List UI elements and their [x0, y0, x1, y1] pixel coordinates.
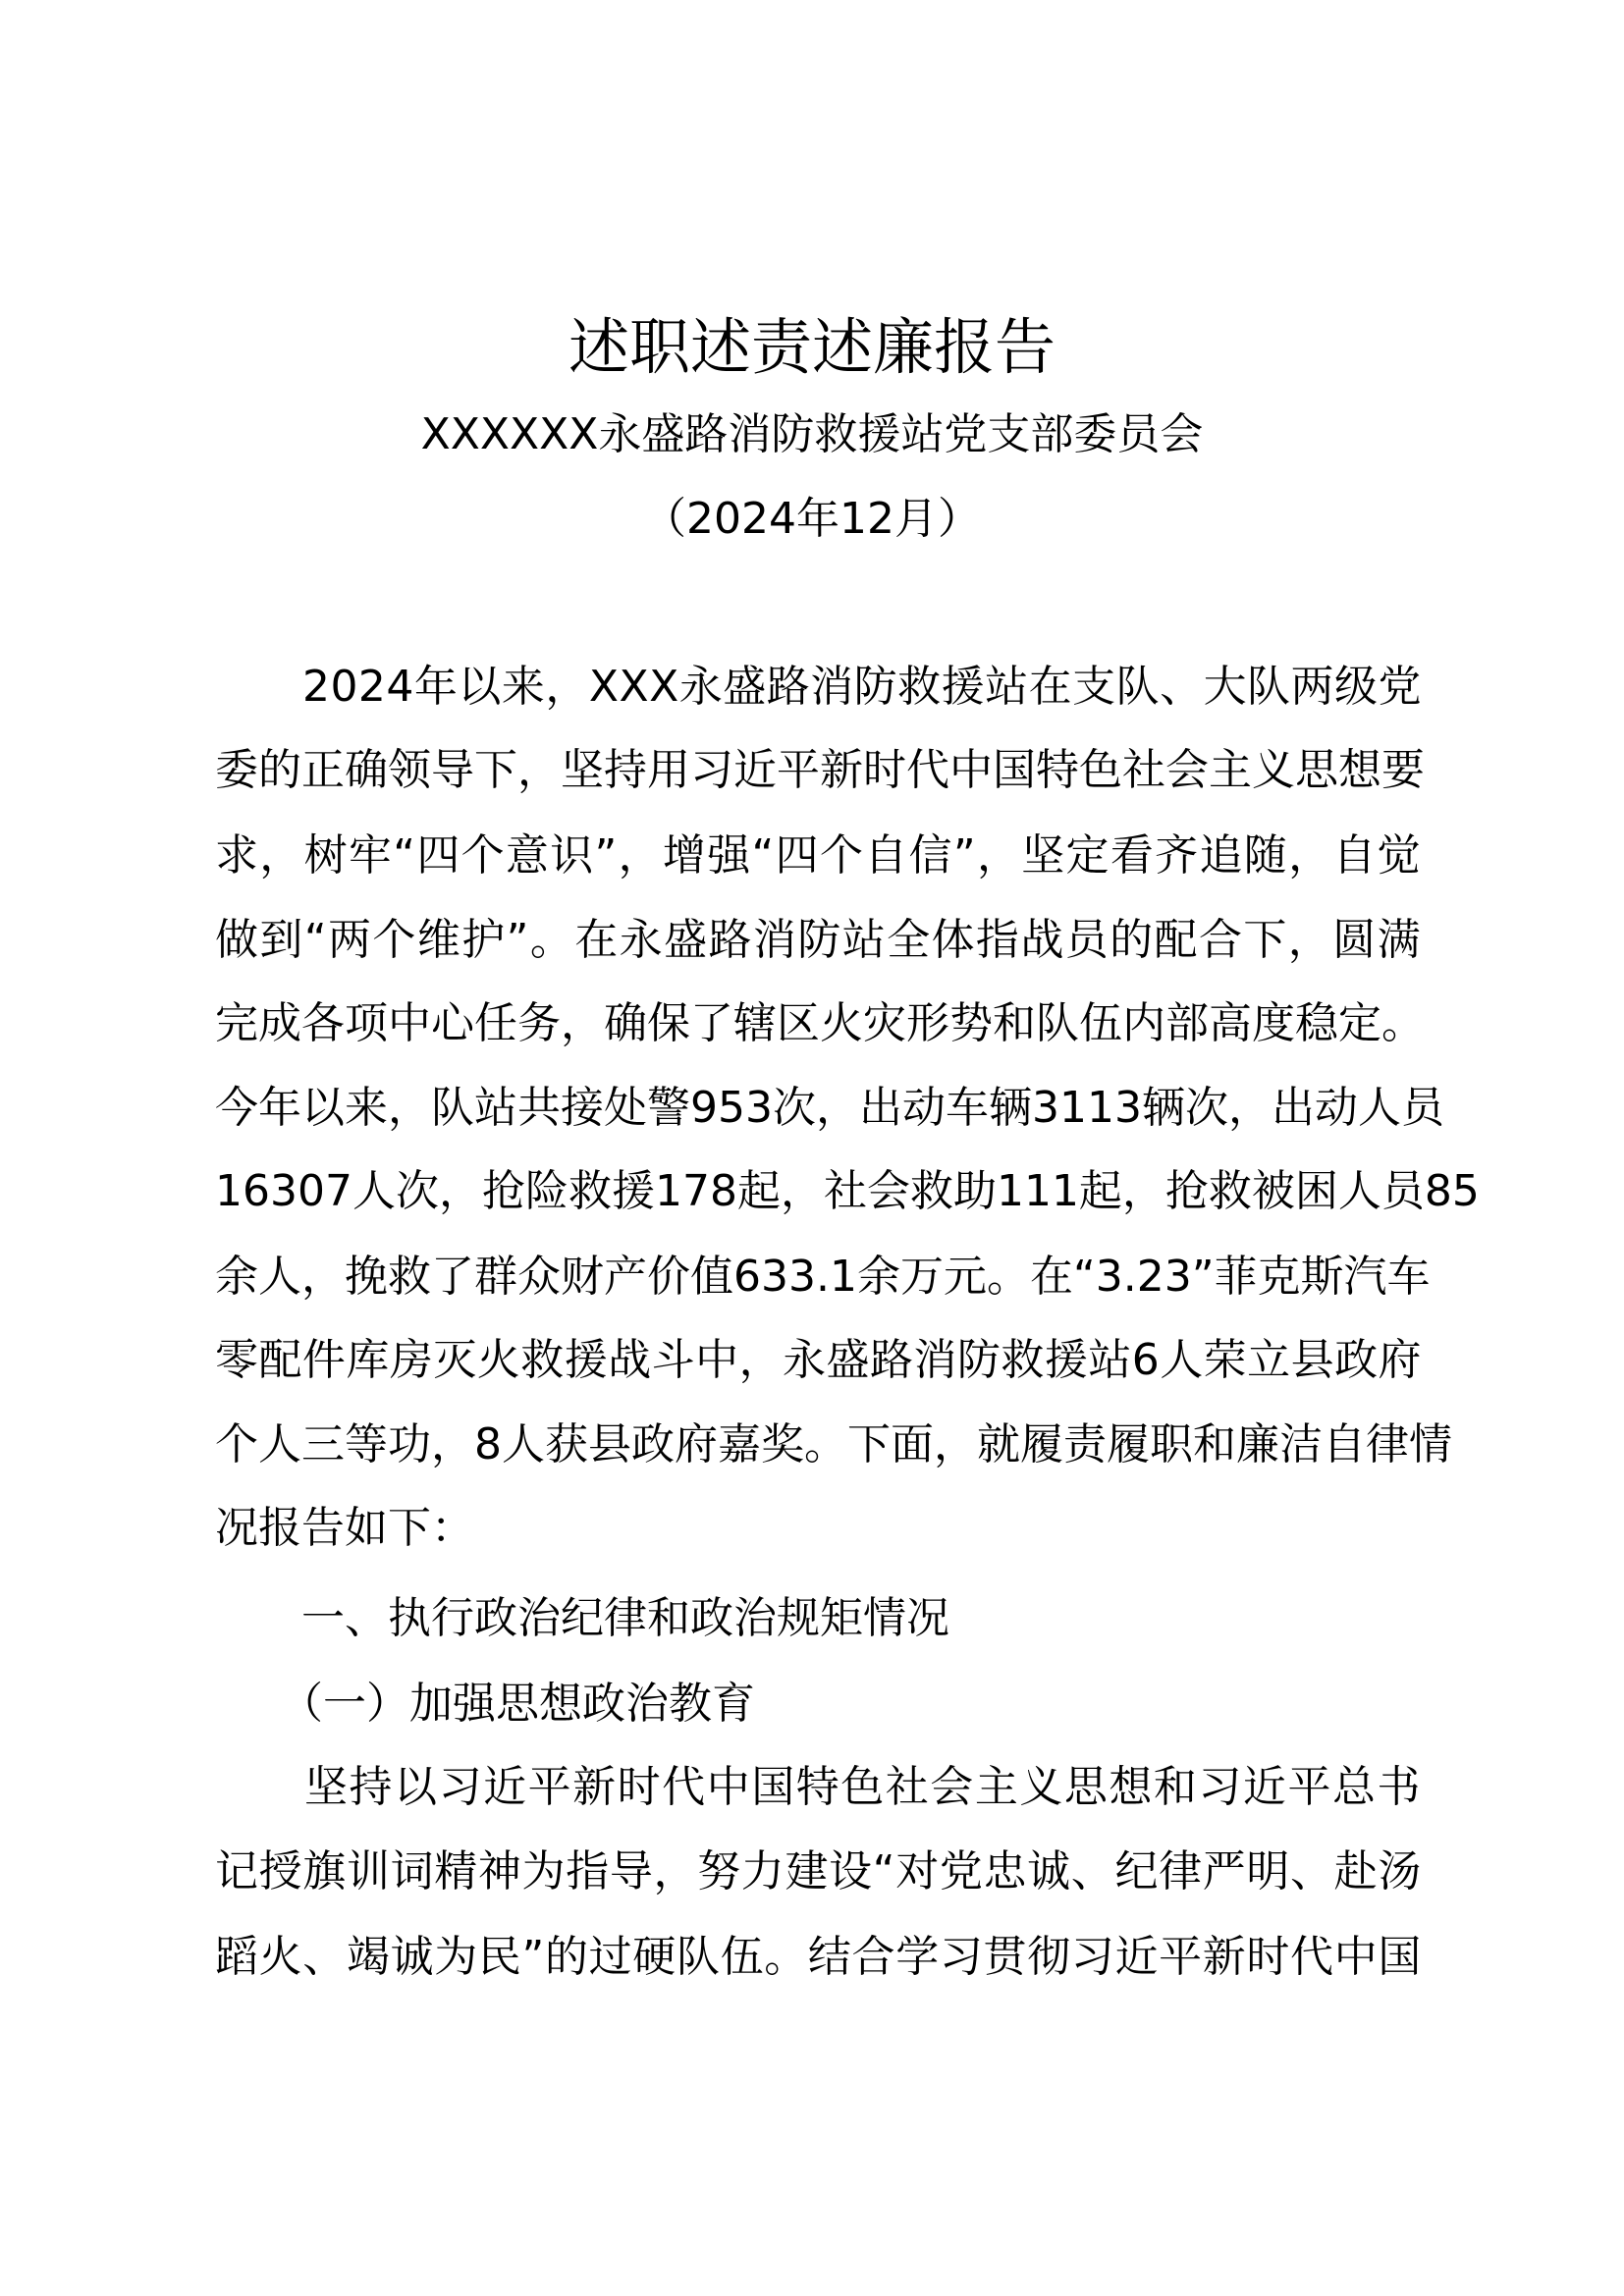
body-line: 坚持以习近平新时代中国特色社会主义思想和习近平总书 — [215, 1762, 1422, 1812]
body-line: 个人三等功，8人获县政府嘉奖。下面，就履责履职和廉洁自律情 — [215, 1419, 1452, 1469]
body-line: 况报告如下： — [215, 1503, 474, 1553]
body-line: 求，树牢“四个意识”，增强“四个自信”，坚定看齐追随，自觉 — [215, 830, 1422, 881]
body-line: 零配件库房灭火救援战斗中，永盛路消防救援站6人荣立县政府 — [215, 1335, 1422, 1385]
body-line: 委的正确领导下，坚持用习近平新时代中国特色社会主义思想要 — [215, 745, 1425, 795]
body-line: 完成各项中心任务，确保了辖区火灾形势和队伍内部高度稳定。 — [215, 998, 1425, 1048]
document-subtitle: XXXXXX永盛路消防救援站党支部委员会 — [420, 409, 1204, 459]
document-title: 述职述责述廉报告 — [568, 311, 1056, 383]
document-date: （2024年12月） — [643, 494, 981, 544]
body-line: 余人，挽救了群众财产价值633.1余万元。在“3.23”菲克斯汽车 — [215, 1252, 1431, 1302]
body-line: 2024年以来，XXX永盛路消防救援站在支队、大队两级党 — [215, 662, 1422, 712]
body-line: 记授旗训词精神为指导，努力建设“对党忠诚、纪律严明、赴汤 — [215, 1846, 1422, 1896]
body-line: 蹈火、竭诚为民”的过硬队伍。结合学习贯彻习近平新时代中国 — [215, 1932, 1422, 1982]
body-line: 一、执行政治纪律和政治规矩情况 — [215, 1593, 949, 1643]
body-line: 今年以来，队站共接处警953次，出动车辆3113辆次，出动人员 — [215, 1083, 1444, 1133]
body-line: （一）加强思想政治教育 — [215, 1679, 755, 1729]
body-line: 做到“两个维护”。在永盛路消防站全体指战员的配合下，圆满 — [215, 915, 1422, 965]
body-line: 16307人次，抢险救援178起，社会救助111起，抢救被困人员85 — [215, 1166, 1480, 1216]
